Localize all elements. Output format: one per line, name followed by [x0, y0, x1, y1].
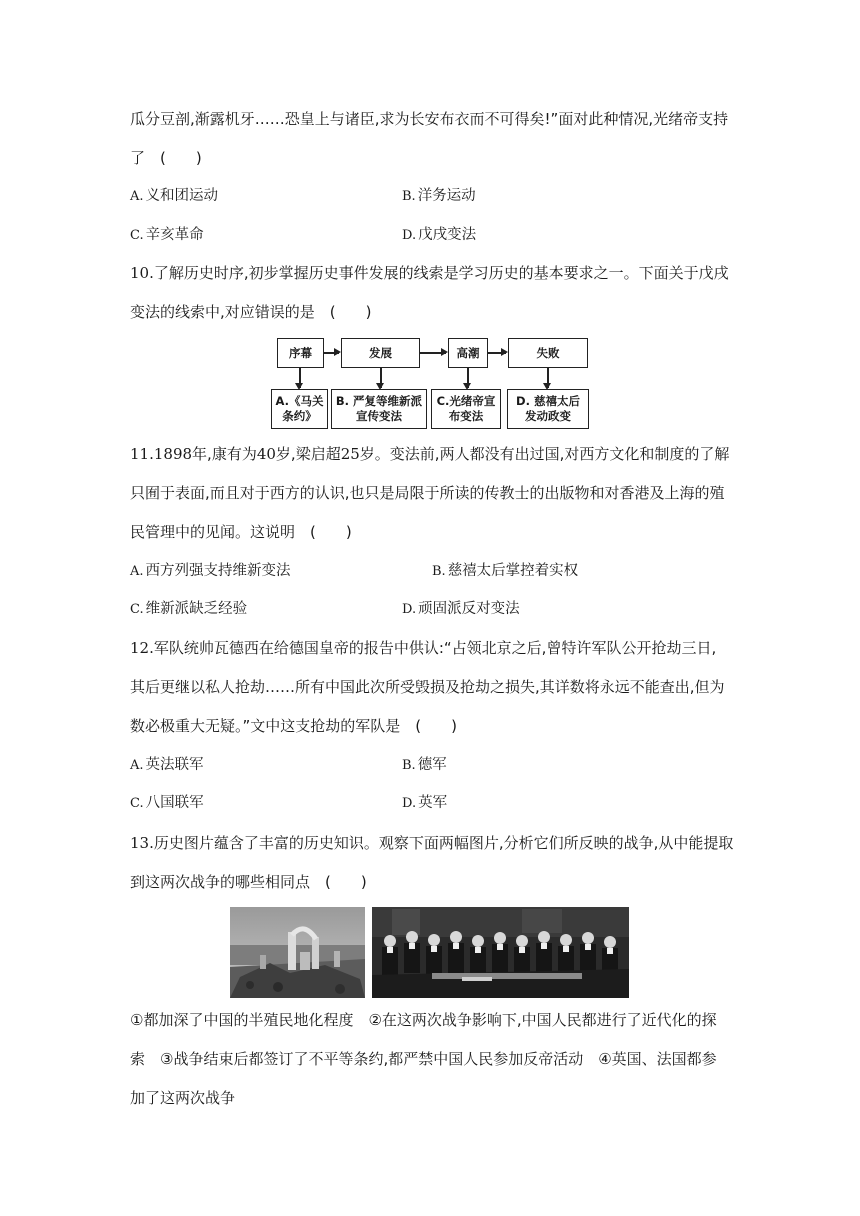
question-number: 10. [130, 264, 154, 282]
flow-arrow-down-icon [467, 368, 469, 388]
q11-option-a[interactable] [130, 561, 291, 582]
flow-arrow-right-icon [324, 352, 339, 354]
flow-arrow-right-icon [488, 352, 506, 354]
q11-stem-line3: 民管理中的见闻。这说明 ( ) [130, 523, 352, 541]
q9-option-c[interactable] [130, 225, 204, 246]
option-text: 英法联军 [145, 757, 204, 773]
flow-box-development: 发展 [341, 338, 420, 368]
treaty-signing-photo [372, 907, 629, 998]
option-letter: C. [130, 796, 144, 811]
q9-option-a[interactable] [130, 186, 218, 207]
q13-statement-line2: 索 ③战争结束后都签订了不平等条约,都严禁中国人民参加反帝活动 ④英国、法国都参 [130, 1050, 717, 1068]
q11-text: 年,康有为 [192, 445, 257, 463]
flow-option-line: 发动政变 [525, 409, 571, 423]
q12-stem-line3: 数必极重大无疑。”文中这支抢劫的军队是 ( ) [130, 717, 457, 735]
flow-option-line: D. 慈禧太后 [516, 394, 580, 408]
q13-statement-line3: 加了这两次战争 [130, 1089, 236, 1107]
q13-statement-line1: ①都加深了中国的半殖民地化程度 ②在这两次战争影响下,中国人民都进行了近代化的探 [130, 1011, 717, 1029]
q12-option-c[interactable] [130, 793, 204, 814]
option-text: 维新派缺乏经验 [145, 601, 248, 617]
option-text: 顽固派反对变法 [418, 601, 520, 617]
flow-box-climax: 高潮 [448, 338, 488, 368]
q12-stem-text: 军队统帅瓦德西在给德国皇帝的报告中供认:“占领北京之后,曾特许军队公开抢劫三日, [153, 639, 717, 657]
q13-stem-text: 历史图片蕴含了丰富的历史知识。观察下面两幅图片,分析它们所反映的战争,从中能提取 [153, 834, 734, 852]
q9-stem-line2: 了 ( ) [130, 149, 202, 167]
question-number: 12. [130, 639, 154, 657]
option-text: 德军 [417, 757, 447, 773]
option-text: 英军 [418, 795, 448, 811]
option-letter: C. [130, 228, 144, 243]
flow-box-prelude: 序幕 [277, 338, 324, 368]
q11-year: 1898 [153, 445, 193, 463]
option-text: 洋务运动 [417, 188, 476, 204]
q12-option-a[interactable] [130, 755, 204, 776]
q12-stem-line2: 其后更继以私人抢劫……所有中国此次所受毁损及抢劫之损失,其详数将永远不能查出,但为 [130, 678, 725, 696]
q9-stem-line1: 瓜分豆剖,渐露机牙……恐皇上与诸臣,求为长安布衣而不可得矣!”面对此种情况,光绪帝支持 [130, 110, 729, 128]
flow-box-failure: 失败 [508, 338, 588, 368]
q11-option-b[interactable] [432, 561, 578, 582]
option-text: 戊戌变法 [418, 227, 477, 243]
option-letter: C. [130, 602, 144, 617]
q11-age-liang: 25 [340, 445, 360, 463]
option-text: 慈禧太后掌控着实权 [447, 563, 579, 579]
option-text: 辛亥革命 [145, 227, 204, 243]
flow-option-line: A.《马关 [275, 394, 324, 408]
option-letter: D. [402, 796, 417, 811]
q11-text: 岁,梁启超 [275, 445, 341, 463]
option-letter: A. [130, 758, 144, 773]
q12-option-b[interactable] [402, 755, 447, 776]
option-letter: D. [402, 228, 417, 243]
q11-age-kang: 40 [256, 445, 276, 463]
ruins-photo [230, 907, 365, 998]
q10-stem-line2: 变法的线索中,对应错误的是 ( ) [130, 303, 372, 321]
flow-arrow-down-icon [380, 368, 382, 388]
flow-option-line: 宣传变法 [356, 409, 402, 423]
option-letter: D. [402, 602, 417, 617]
q11-stem-line2: 只囿于表面,而且对于西方的认识,也只是局限于所读的传教士的出版物和对香港及上海的殖 [130, 484, 725, 502]
flow-option-line: C.光绪帝宣 [436, 394, 496, 408]
option-letter: A. [130, 189, 144, 204]
q11-option-d[interactable] [402, 599, 520, 620]
flow-arrow-right-icon [420, 352, 446, 354]
option-letter: A. [130, 564, 144, 579]
option-text: 西方列强支持维新变法 [145, 563, 291, 579]
question-number: 11. [130, 445, 154, 463]
q11-text: 岁。变法前,两人都没有出过国,对西方文化和制度的了解 [359, 445, 730, 463]
flow-option-b [331, 389, 427, 429]
flow-arrow-down-icon [547, 368, 549, 388]
q10-stem-text: 了解历史时序,初步掌握历史事件发展的线索是学习历史的基本要求之一。下面关于戊戌 [153, 264, 729, 282]
option-letter: B. [432, 564, 446, 579]
q9-option-b[interactable] [402, 186, 476, 207]
q13-stem-line1 [130, 833, 740, 853]
q9-option-d[interactable] [402, 225, 476, 246]
option-letter: B. [402, 758, 416, 773]
q10-stem-line1 [130, 263, 740, 283]
flow-option-line: 条约》 [282, 409, 317, 423]
q11-stem-line1 [130, 444, 740, 464]
option-letter: B. [402, 189, 416, 204]
q11-option-c[interactable] [130, 599, 247, 620]
option-text: 八国联军 [145, 795, 204, 811]
flow-option-line: B. 严复等维新派 [335, 394, 423, 408]
flow-option-c [431, 389, 501, 429]
flow-option-d [507, 389, 589, 429]
q13-stem-line2: 到这两次战争的哪些相同点 ( ) [130, 873, 367, 891]
question-number: 13. [130, 834, 154, 852]
flow-arrow-down-icon [299, 368, 301, 388]
flow-option-a [271, 389, 328, 429]
q12-option-d[interactable] [402, 793, 447, 814]
flow-option-line: 布变法 [448, 409, 484, 423]
option-text: 义和团运动 [145, 188, 219, 204]
q12-stem-line1 [130, 638, 740, 658]
